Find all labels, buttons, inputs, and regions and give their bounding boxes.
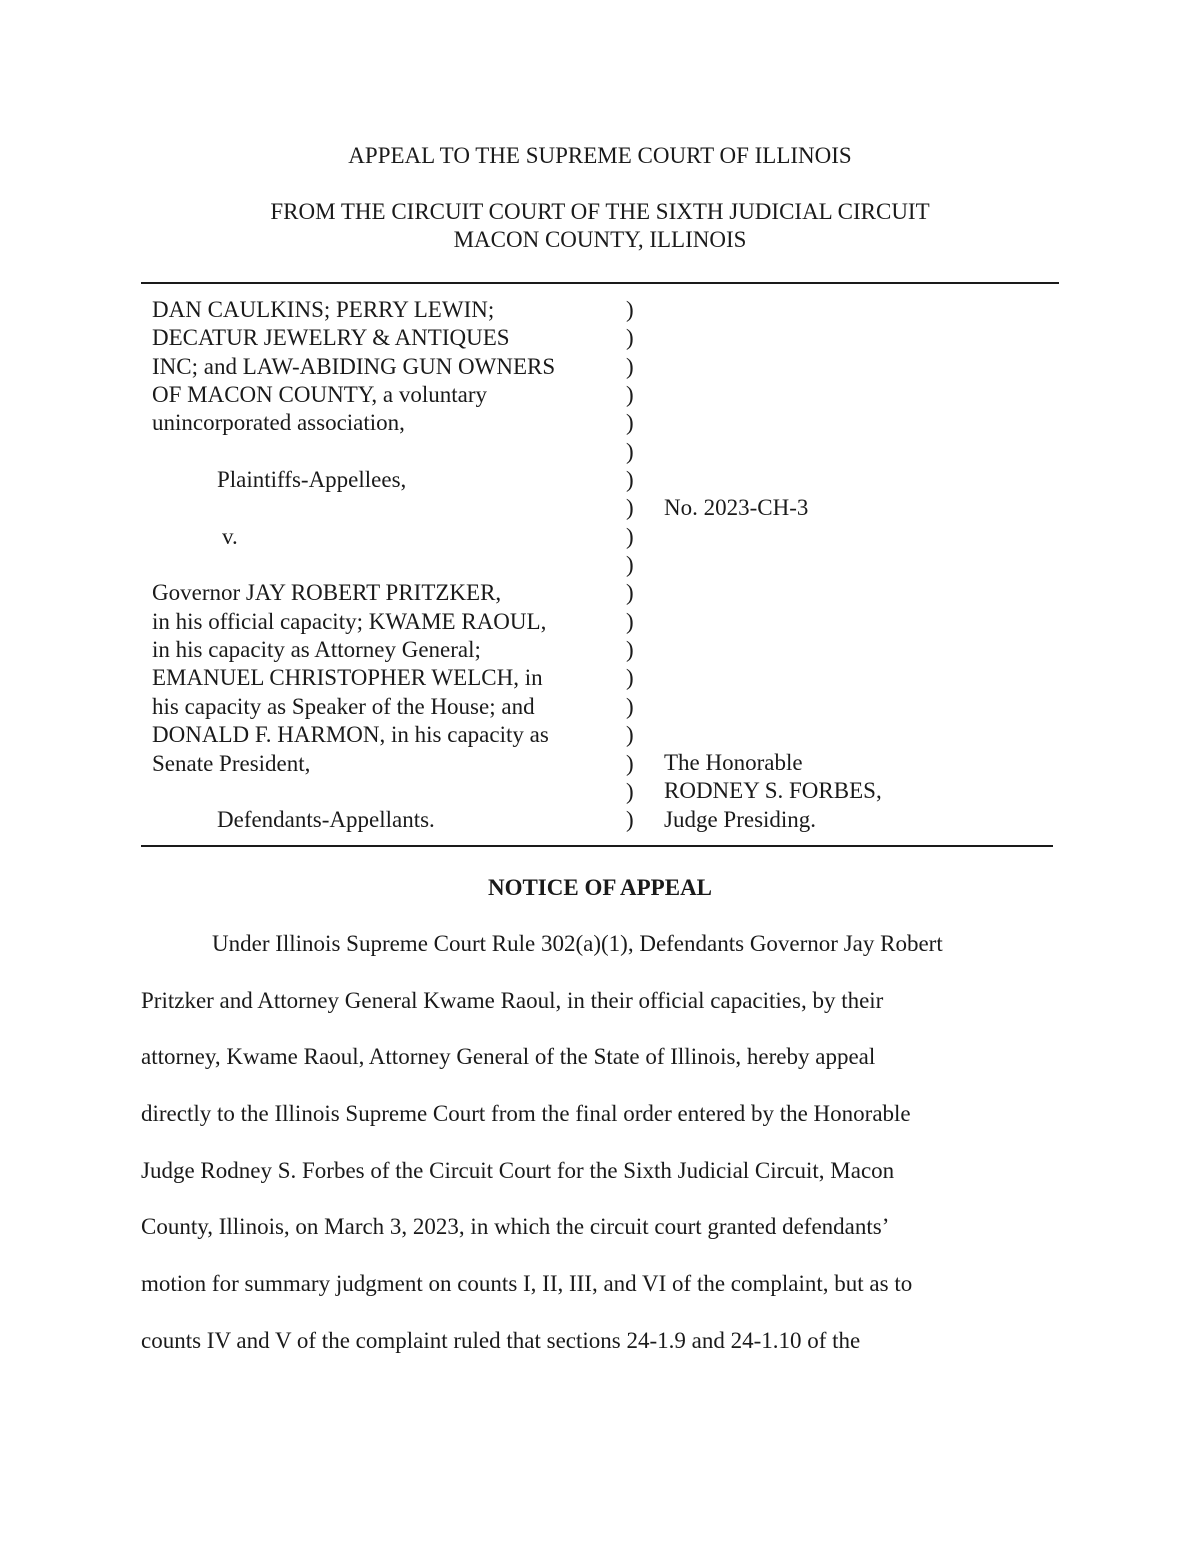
body-line: Judge Rodney S. Forbes of the Circuit Court for the Sixth Judicial Circuit, Macon bbox=[141, 1157, 895, 1183]
case-number: No. 2023-CH-3 bbox=[664, 495, 809, 520]
body-line: counts IV and V of the complaint ruled that sections 24-1.9 and 24-1.10 of the bbox=[141, 1327, 861, 1353]
presiding-judge bbox=[664, 749, 882, 834]
judge-line: Judge Presiding. bbox=[664, 806, 817, 832]
plaintiff-line: unincorporated association, bbox=[152, 410, 405, 436]
paren: ) bbox=[626, 807, 634, 833]
paren: ) bbox=[626, 325, 634, 351]
notice-title: NOTICE OF APPEAL bbox=[487, 875, 713, 900]
paren: ) bbox=[626, 580, 634, 606]
defendants-role: Defendants-Appellants. bbox=[217, 807, 435, 833]
caption-parentheses bbox=[626, 296, 634, 835]
case-caption-parties bbox=[152, 296, 622, 835]
paren: ) bbox=[626, 382, 634, 408]
notice-body bbox=[141, 930, 1071, 1384]
court-heading: APPEAL TO THE SUPREME COURT OF ILLINOIS bbox=[348, 143, 852, 168]
defendant-line: EMANUEL CHRISTOPHER WELCH, in bbox=[152, 665, 543, 691]
paren: ) bbox=[626, 778, 634, 804]
judge-line: RODNEY S. FORBES, bbox=[664, 778, 882, 804]
top-rule bbox=[141, 282, 1059, 284]
county-heading: MACON COUNTY, ILLINOIS bbox=[453, 227, 747, 252]
paren: ) bbox=[626, 495, 634, 521]
paren: ) bbox=[626, 438, 634, 464]
versus: v. bbox=[222, 523, 238, 549]
spacer bbox=[152, 551, 622, 579]
body-line: motion for summary judgment on counts I, II, III, and VI of the complaint, but as to bbox=[141, 1271, 913, 1297]
judge-line: The Honorable bbox=[664, 750, 803, 775]
plaintiffs-role: Plaintiffs-Appellees, bbox=[217, 467, 407, 493]
plaintiff-line: OF MACON COUNTY, a voluntary bbox=[152, 382, 487, 408]
paren: ) bbox=[626, 552, 634, 578]
paren: ) bbox=[626, 608, 634, 634]
paren: ) bbox=[626, 693, 634, 719]
paren: ) bbox=[626, 665, 634, 691]
body-line: Under Illinois Supreme Court Rule 302(a)(1), Defendants Governor Jay Robert bbox=[212, 931, 943, 956]
defendant-line: his capacity as Speaker of the House; and bbox=[152, 693, 535, 719]
plaintiff-line: DAN CAULKINS; PERRY LEWIN; bbox=[152, 297, 495, 322]
paren: ) bbox=[626, 637, 634, 663]
body-line: County, Illinois, on March 3, 2023, in which the circuit court granted defendants’ bbox=[141, 1214, 890, 1240]
body-line: attorney, Kwame Raoul, Attorney General of the State of Illinois, hereby appeal bbox=[141, 1044, 876, 1070]
spacer bbox=[152, 438, 622, 466]
paren: ) bbox=[626, 750, 634, 776]
defendant-line: in his official capacity; KWAME RAOUL, bbox=[152, 608, 547, 634]
defendant-line: Governor JAY ROBERT PRITZKER, bbox=[152, 580, 502, 606]
spacer bbox=[152, 494, 622, 522]
paren: ) bbox=[626, 297, 634, 322]
paren: ) bbox=[626, 410, 634, 436]
body-line: Pritzker and Attorney General Kwame Raoul, in their official capacities, by their bbox=[141, 987, 884, 1013]
defendant-line: in his capacity as Attorney General; bbox=[152, 637, 481, 663]
spacer bbox=[152, 778, 622, 806]
circuit-heading: FROM THE CIRCUIT COURT OF THE SIXTH JUDICIAL CIRCUIT bbox=[270, 199, 930, 224]
bottom-rule bbox=[141, 845, 1053, 847]
plaintiff-line: DECATUR JEWELRY & ANTIQUES bbox=[152, 325, 510, 351]
plaintiff-line: INC; and LAW-ABIDING GUN OWNERS bbox=[152, 353, 556, 379]
paren: ) bbox=[626, 353, 634, 379]
paren: ) bbox=[626, 467, 634, 493]
defendant-line: DONALD F. HARMON, in his capacity as bbox=[152, 722, 549, 748]
body-line: directly to the Illinois Supreme Court from the final order entered by the Honorable bbox=[141, 1101, 911, 1127]
defendant-line: Senate President, bbox=[152, 750, 311, 776]
paren: ) bbox=[626, 523, 634, 549]
paren: ) bbox=[626, 722, 634, 748]
